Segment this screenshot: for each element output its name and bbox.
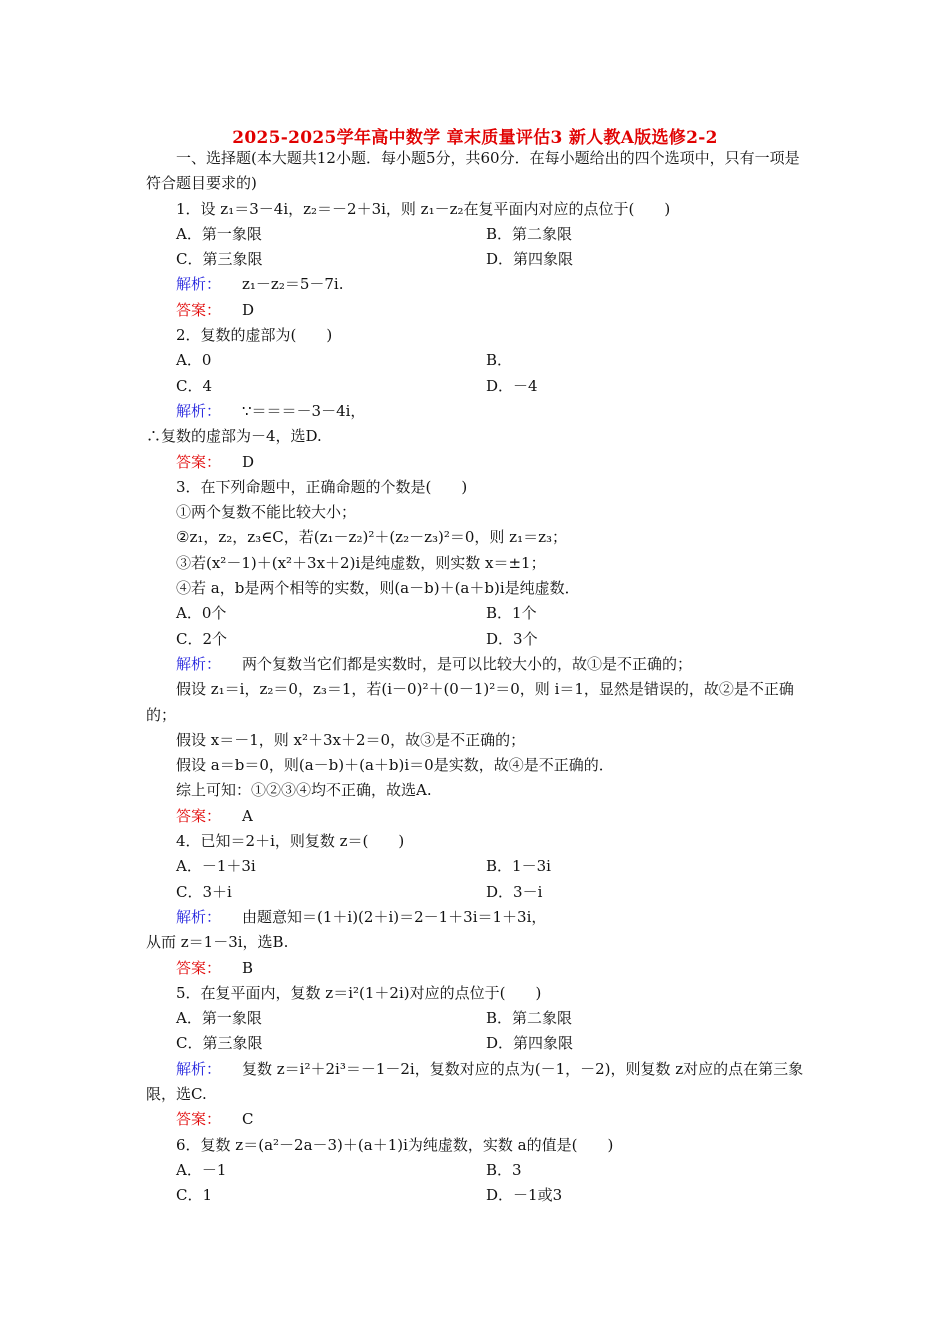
question-6-stem: 6．复数 z＝(a²－2a－3)＋(a＋1)i为纯虚数，实数 a的值是( ) (176, 1135, 614, 1154)
question-1-stem: 1．设 z₁＝3－4i，z₂＝－2＋3i，则 z₁－z₂在复平面内对应的点位于( ) (176, 199, 671, 218)
question-3-analysis-4: 假设 a＝b＝0，则(a－b)＋(a＋b)i＝0是实数，故④是不正确的． (176, 756, 614, 775)
answer-value: C (242, 1110, 254, 1129)
option-d: D．－1或3 (486, 1186, 563, 1205)
question-3-analysis-2: 假设 z₁＝i，z₂＝0，z₃＝1，若(i－0)²＋(0－1)²＝0，则 i＝1，显然是错误的，故②是不正确的； (146, 680, 794, 724)
question-6-options-row-1 (146, 1158, 810, 1183)
question-5-analysis (146, 1057, 810, 1108)
analysis-text: 复数 z＝i²＋2i³＝－1－2i，复数对应的点为(－1，－2)，则复数 z对应的点在第三象限，选C. (146, 1059, 804, 1103)
option-d: D．第四象限 (486, 1034, 574, 1053)
answer-value: B (242, 958, 254, 977)
answer-value: A (242, 806, 253, 825)
option-c: C．第三象限 (176, 250, 263, 269)
question-5-options-row-1 (146, 1006, 810, 1031)
analysis-label: 解析： (176, 275, 222, 294)
section-intro: 一、选择题(本大题共12小题．每小题5分，共60分．在每小题给出的四个选项中，只有一项是符合题目要求的) (146, 149, 800, 193)
analysis-text: 两个复数当它们都是实数时，是可以比较大小的，故①是不正确的； (242, 654, 693, 673)
question-3-analysis (146, 652, 810, 677)
question-5-stem: 5．在复平面内，复数 z＝i²(1＋2i)对应的点位于( ) (176, 983, 542, 1002)
answer-label: 答案： (176, 806, 222, 825)
option-c: C．2个 (176, 629, 228, 648)
question-1-answer (146, 298, 810, 323)
question-3-analysis-3: 假设 x＝－1，则 x²＋3x＋2＝0，故③是不正确的； (176, 730, 526, 749)
question-4-options-row-1 (146, 854, 810, 879)
question-3-statement-2: ②z₁，z₂，z₃∈C，若(z₁－z₂)²＋(z₂－z₃)²＝0，则 z₁＝z₃； (176, 528, 568, 547)
question-2-stem: 2．复数的虚部为( ) (176, 326, 333, 345)
option-b: B．1个 (486, 604, 537, 623)
question-3-stem: 3．在下列命题中，正确命题的个数是( ) (176, 477, 468, 496)
question-2-options-row-1 (146, 348, 810, 373)
option-b: B．第二象限 (486, 1009, 573, 1028)
analysis-text: ∵＝＝＝－3－4i， (242, 401, 366, 420)
analysis-label: 解析： (176, 907, 222, 926)
analysis-label: 解析： (176, 1059, 222, 1078)
question-1-options-row-1 (146, 222, 810, 247)
question-2-analysis (146, 399, 810, 424)
answer-label: 答案： (176, 452, 222, 471)
option-d: D．3－i (486, 882, 543, 901)
question-1-options-row-2 (146, 247, 810, 272)
option-c: C．4 (176, 376, 213, 395)
answer-label: 答案： (176, 1110, 222, 1129)
option-a: A．第一象限 (176, 1009, 262, 1028)
option-a: A．－1＋3i (176, 857, 256, 876)
option-c: C．3＋i (176, 882, 232, 901)
analysis-text: 由题意知＝(1＋i)(2＋i)＝2－1＋3i＝1＋3i， (242, 907, 547, 926)
question-4-stem: 4．已知＝2＋i，则复数 z＝( ) (176, 832, 405, 851)
answer-label: 答案： (176, 300, 222, 319)
analysis-text: z₁－z₂＝5－7i. (242, 275, 344, 294)
question-3-options-row-1 (146, 601, 810, 626)
question-4-answer (146, 956, 810, 981)
option-b: B． (486, 351, 513, 370)
document-body (146, 146, 810, 1208)
question-3-options-row-2 (146, 627, 810, 652)
option-b: B．第二象限 (486, 224, 573, 243)
question-2-answer (146, 450, 810, 475)
question-4-analysis-cont: 从而 z＝1－3i，选B. (146, 933, 289, 952)
question-6-options-row-2 (146, 1183, 810, 1208)
option-d: D．3个 (486, 629, 538, 648)
option-d: D．－4 (486, 376, 538, 395)
question-3-statement-3: ③若(x²－1)＋(x²＋3x＋2)i是纯虚数，则实数 x＝±1； (176, 553, 546, 572)
option-a: A．－1 (176, 1160, 227, 1179)
option-a: A．0 (176, 351, 212, 370)
option-a: A．第一象限 (176, 224, 262, 243)
option-c: C．第三象限 (176, 1034, 263, 1053)
question-3-answer (146, 804, 810, 829)
analysis-label: 解析： (176, 401, 222, 420)
question-5-options-row-2 (146, 1031, 810, 1056)
question-2-options-row-2 (146, 374, 810, 399)
document-title: 2025-2025学年高中数学 章末质量评估3 新人教A版选修2-2 (232, 128, 718, 148)
option-b: B．3 (486, 1160, 522, 1179)
option-c: C．1 (176, 1186, 213, 1205)
question-3-statement-4: ④若 a，b是两个相等的实数，则(a－b)＋(a＋b)i是纯虚数． (176, 579, 580, 598)
question-3-analysis-5: 综上可知：①②③④均不正确，故选A. (176, 781, 432, 800)
question-4-options-row-2 (146, 880, 810, 905)
answer-value: D (242, 452, 255, 471)
option-d: D．第四象限 (486, 250, 574, 269)
question-4-analysis (146, 905, 810, 930)
answer-value: D (242, 300, 255, 319)
option-b: B．1－3i (486, 857, 551, 876)
answer-label: 答案： (176, 958, 222, 977)
question-1-analysis (146, 272, 810, 297)
analysis-label: 解析： (176, 654, 222, 673)
option-a: A．0个 (176, 604, 227, 623)
question-5-answer (146, 1107, 810, 1132)
question-2-analysis-cont: ∴复数的虚部为－4，选D. (146, 427, 322, 446)
question-3-statement-1: ①两个复数不能比较大小； (176, 503, 357, 522)
